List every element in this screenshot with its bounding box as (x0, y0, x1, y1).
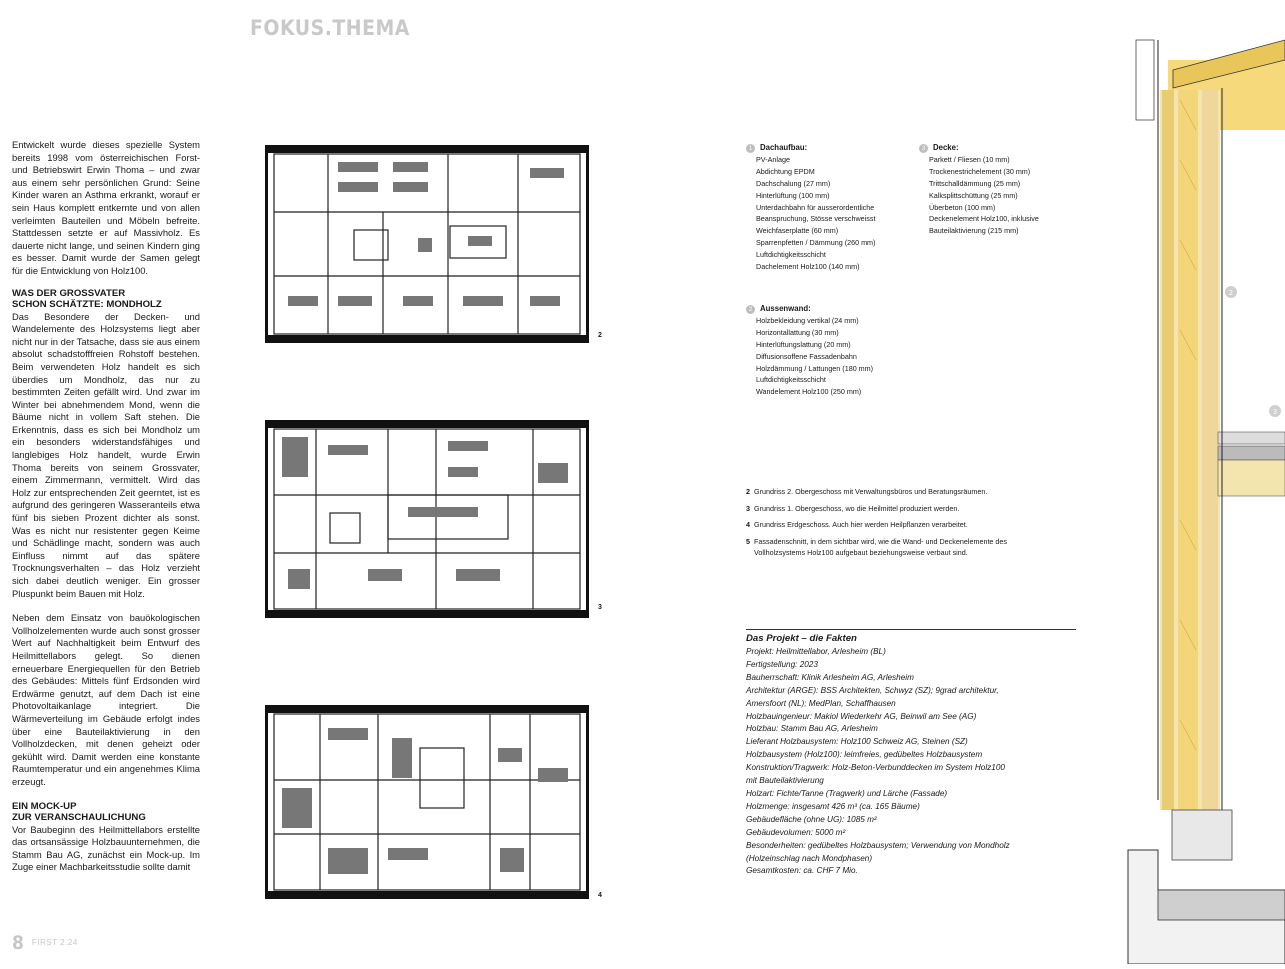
legend-item: Hinterlüftung (100 mm) (756, 190, 830, 200)
legend-item: Bauteilaktivierung (215 mm) (929, 226, 1019, 236)
legend-title: Decke: (933, 143, 959, 152)
legend-roof (746, 142, 875, 273)
legend-list (756, 315, 873, 398)
page-number: 8 (12, 932, 24, 954)
fact-line: Bauherrschaft: Klinik Arlesheim AG, Arlesheim (746, 672, 914, 682)
legend-item: Kalksplittschüttung (25 mm) (929, 190, 1018, 200)
page-footer (12, 932, 78, 954)
subheading (12, 801, 200, 824)
article-paragraph: Neben dem Einsatz von bauökologischen Vollholzelementen wurde auch sonst grosser Wert auf Nachhaltigkeit beim Entwurf des Heilmittellabors gelegt. So dienen erneuerbare Energiequellen für den Betrieb des Gebäudes: Mittels fünf Erdsonden wird Erdwärme genutzt, auf dem Dach ist eine Photovoltaikanlage integriert. Die Wärmeverteilung im Gebäude erfolgt indes über eine Bauteilaktivierung in den Vollholzdecken, mit denen geheizt oder gekühlt wird. Damit werden eine konstante Raumtemperatur und ein angenehmes Klima erzeugt. (12, 612, 200, 787)
fact-line: Lieferant Holzbausystem: Holz100 Schweiz AG, Steinen (SZ) (746, 737, 968, 747)
subheading-line: WAS DER GROSSVATER (12, 287, 126, 299)
caption-number: 4 (746, 520, 750, 530)
legend-item: PV-Anlage (756, 154, 790, 164)
fact-line: (Holzeinschlag nach Mondphasen) (746, 853, 873, 863)
legend-item: Unterdachbahn für ausserordentliche (756, 202, 875, 212)
plan-number: 4 (598, 892, 602, 899)
caption-number: 2 (746, 487, 750, 496)
legend-number-badge: 2 (746, 305, 755, 314)
fact-line: Holzbausystem (Holz100): leimfreies, gedübeltes Holzbausystem (746, 750, 983, 760)
legend-item: Trockenestrichelement (30 mm) (929, 166, 1031, 176)
fact-line: Gebäudefläche (ohne UG): 1085 m² (746, 814, 877, 824)
legend-item: Diffusionsoffene Fassadenbahn (756, 351, 857, 361)
legend-number-badge: 1 (746, 144, 755, 153)
section-label: 3 (1272, 408, 1278, 416)
subheading (12, 288, 200, 311)
fact-line: Besonderheiten: gedübeltes Holzbausystem; Verwendung von Mondholz (746, 840, 1010, 850)
legend-item: Weichfaserplatte (60 mm) (756, 226, 839, 236)
legend-item: Dachschalung (27 mm) (756, 178, 831, 188)
legend-ceiling (919, 142, 1039, 237)
figure-captions (746, 486, 1076, 564)
legend-item: Holzbekleidung vertikal (24 mm) (756, 315, 859, 325)
legend-item: Holzdämmung / Lattungen (180 mm) (756, 363, 874, 373)
article-paragraph: Entwickelt wurde dieses spezielle System bereits 1998 vom österreichischen Forst- und Betriebswirt Erwin Thoma – und zwar aus einem sehr persönlichen Grund: Seine Kinder waren an Asthma erkrankt, worauf er sein Haus komplett entkernte und von allen verleimten Bauteilen und Möbeln befreite. Stattdessen setzte er auf Massivholz. Es dauerte nicht lange, und seinen Kindern ging es besser. Damit wurde der Samen gelegt für die Entwicklung von Holz100. (12, 139, 200, 276)
legend-title: Aussenwand: (760, 304, 811, 313)
legend-list (929, 154, 1039, 237)
caption (746, 503, 1076, 514)
subheading-line: ZUR VERANSCHAULICHUNG (12, 812, 146, 823)
floor-plan-2 (265, 145, 589, 343)
caption-text: Grundriss 1. Obergeschoss, wo die Heilmittel produziert werden. (754, 503, 960, 513)
legend-item: Deckenelement Holz100, inklusive (929, 214, 1039, 224)
fact-line: Holzart: Fichte/Tanne (Tragwerk) und Lärche (Fassade) (746, 788, 948, 798)
legend-item: Horizontallattung (30 mm) (756, 327, 839, 337)
fact-line: Holzbauingenieur: Makiol Wiederkehr AG, Beinwil am See (AG) (746, 711, 977, 721)
legend-item: Parkett / Fliesen (10 mm) (929, 154, 1010, 164)
section-tag: FOKUS.THEMA (250, 16, 410, 40)
legend-item: Abdichtung EPDM (756, 166, 815, 176)
fact-line: Gesamtkosten: ca. CHF 7 Mio. (746, 866, 858, 876)
legend-item: Hinterlüftungslattung (20 mm) (756, 339, 851, 349)
floor-plan-3 (265, 420, 589, 618)
project-facts (746, 629, 1076, 878)
fact-line: Projekt: Heilmittellabor, Arlesheim (BL) (746, 647, 886, 656)
floor-plan-4 (265, 705, 589, 899)
facts-list (746, 646, 1076, 878)
fact-line: Holzbau: Stamm Bau AG, Arlesheim (746, 724, 878, 734)
fact-line: Architektur (ARGE): BSS Architekten, Schwyz (SZ); 9grad architektur, (746, 685, 999, 695)
caption (746, 519, 1076, 530)
section-label: 2 (1228, 289, 1234, 297)
fact-line: Fertigstellung: 2023 (746, 659, 818, 669)
subheading-line: EIN MOCK-UP (12, 800, 77, 812)
facts-title: Das Projekt – die Fakten (746, 633, 857, 644)
caption-number: 3 (746, 503, 750, 513)
caption-text: Fassadenschnitt, in dem sichtbar wird, wie die Wand- und Deckenelemente des Vollholzsystems Holz100 aufgebaut beziehungsweise verbaut sind. (754, 537, 1008, 558)
fact-line: Holzmenge: insgesamt 426 m³ (ca. 165 Bäume) (746, 801, 920, 811)
fact-line: Konstruktion/Tragwerk: Holz-Beton-Verbunddecken im System Holz100 (746, 763, 1005, 773)
legend-title: Dachaufbau: (760, 143, 808, 152)
legend-item: Luftdichtigkeitsschicht (756, 375, 826, 385)
legend-item: Luftdichtigkeitsschicht (756, 250, 826, 260)
facade-section-drawing (1118, 0, 1285, 964)
legend-wall (746, 303, 873, 398)
fact-line: Amersfoort (NL); MedPlan, Schaffhausen (746, 698, 896, 708)
article-column (12, 139, 200, 874)
caption-text: Grundriss Erdgeschoss. Auch hier werden Heilpflanzen verarbeitet. (754, 520, 968, 530)
article-paragraph: Vor Baubeginn des Heilmittellabors erstellte das ortsansässige Holzbauunternehmen, die Stamm Bau AG, zunächst ein Mock-up. Im Zuge einer Machbarkeitsstudie sollte damit (12, 823, 200, 873)
issue-label: FIRST 2.24 (31, 938, 78, 947)
legend-item: Überbeton (100 mm) (929, 202, 996, 212)
legend-item: Dachelement Holz100 (140 mm) (756, 262, 860, 272)
article-paragraph: Das Besondere der Decken- und Wandelemente des Holzsystems liegt aber nicht nur in der Tatsache, dass sie aus einem absolut schadstofffreien Rohstoff bestehen. Beim verwendeten Holz handelt es sich überdies um Mondholz, das nur zu bestimmten Zeiten gefällt wird. Und zwar im Winter bei abnehmendem Mond, wenn die Bäume nicht in vollem Saft stehen. Die Erkenntnis, dass es sich bei Mondholz um ein besonders widerstandsfähiges und langlebiges Holz handelt, wurde Erwin Thoma bereits von seinem Grossvater, einem Zimmermann, vermittelt. Wird das Holz zur entsprechenden Zeit geerntet, ist es aufgrund des geringeren Wasseranteils etwa fünf bis sieben Prozent dichter als sonst. Was es nicht nur resistenter gegen Keime und Schädlinge macht, sondern was auch Einfluss nimmt auf das spätere Trocknungsverhalten – das Holz verzieht sich dabei deutlich weniger. Ein grosser Pluspunkt beim Bauen mit Holz. (12, 310, 200, 599)
caption (746, 536, 1076, 558)
legend-item: Wandelement Holz100 (250 mm) (756, 387, 862, 397)
legend-list (756, 154, 875, 273)
legend-item: Sparrenpfetten / Dämmung (260 mm) (756, 238, 876, 248)
caption (746, 486, 1076, 497)
legend-item: Beanspruchung, Stösse verschweisst (756, 214, 876, 224)
fact-line: Gebäudevolumen: 5000 m² (746, 827, 846, 837)
subheading-line: SCHON SCHÄTZTE: MONDHOLZ (12, 299, 162, 311)
legend-number-badge: 3 (919, 144, 928, 153)
plan-number: 2 (598, 332, 602, 339)
legend-item: Trittschalldämmung (25 mm) (929, 178, 1021, 188)
plan-number: 3 (598, 604, 602, 611)
caption-text: Grundriss 2. Obergeschoss mit Verwaltungsbüros und Beratungsräumen. (754, 487, 988, 496)
fact-line: mit Bauteilaktivierung (746, 776, 824, 786)
caption-number: 5 (746, 537, 750, 547)
